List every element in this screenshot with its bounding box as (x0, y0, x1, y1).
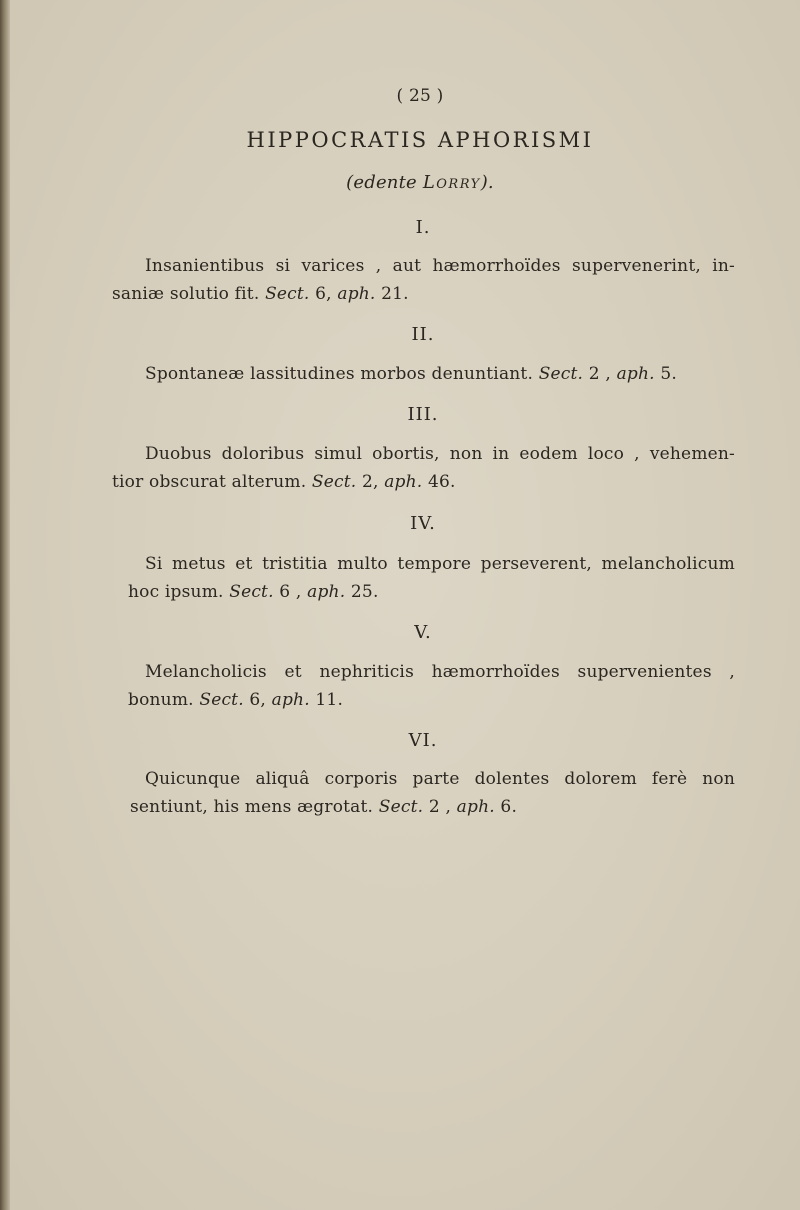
editor-open-paren: ( (346, 172, 354, 193)
aphorism-2-line-1 (145, 364, 677, 384)
aphorism-6-line-1: Quicunque aliquâ corporis parte dolentes dolorem ferè non (145, 769, 735, 789)
aphorism-4-sect-number: 6 , (273, 582, 308, 602)
aphorism-3-numeral: III. (407, 404, 439, 425)
aphorism-4-aph-number: 25. (345, 582, 379, 602)
aphorism-2-numeral: II. (411, 324, 435, 345)
editor-name: Lorry (422, 172, 481, 193)
editor-prefix: edente (353, 172, 417, 193)
aphorism-6-line-2 (130, 797, 517, 817)
page-number: ( 25 ) (396, 86, 444, 106)
aphorism-3-sect-number: 2, (356, 472, 385, 492)
aphorism-3-line-1: Duobus doloribus simul obortis, non in eodem loco , vehemen- (145, 444, 735, 464)
aphorism-2-aph-label: aph. (616, 364, 655, 384)
aphorism-6-sect-label: Sect. (378, 797, 424, 817)
aphorism-2-sect-number: 2 , (583, 364, 617, 384)
page-title: HIPPOCRATIS APHORISMI (246, 128, 594, 152)
editor-credit (0, 172, 800, 193)
aphorism-4-line-1: Si metus et tristitia multo tempore perseverent, melancholicum (145, 554, 735, 574)
aphorism-2-sect-label: Sect. (538, 364, 584, 384)
aphorism-5-aph-number: 11. (309, 690, 344, 710)
aphorism-4-aph-label: aph. (307, 582, 346, 602)
aphorism-1-sect-number: 6, (309, 284, 338, 304)
aphorism-1-line-2 (112, 284, 409, 304)
aphorism-5-sect-label: Sect. (199, 690, 244, 710)
aphorism-4-text: hoc ipsum. (128, 582, 230, 602)
aphorism-6-aph-label: aph. (456, 797, 495, 817)
aphorism-5-line-2 (128, 690, 343, 710)
aphorism-3-aph-label: aph. (384, 472, 423, 492)
aphorism-3-sect-label: Sect. (311, 472, 357, 492)
editor-close-paren: ). (480, 172, 494, 193)
aphorism-1-aph-label: aph. (337, 284, 376, 304)
aphorism-4-line-2 (128, 582, 379, 602)
aphorism-3-text: tior obscurat alterum. (112, 472, 312, 492)
aphorism-5-text: bonum. (128, 690, 200, 710)
aphorism-5-line-1: Melancholicis et nephriticis hæmorrhoïdes supervenientes , (145, 662, 735, 682)
aphorism-1-aph-number: 21. (375, 284, 409, 304)
aphorism-2-aph-number: 5. (654, 364, 677, 384)
aphorism-3-aph-number: 46. (422, 472, 456, 492)
aphorism-6-text: sentiunt, his mens ægrotat. (130, 797, 379, 817)
aphorism-6-aph-number: 6. (494, 797, 518, 817)
aphorism-5-aph-label: aph. (271, 690, 310, 710)
aphorism-5-sect-number: 6, (243, 690, 272, 710)
aphorism-1-numeral: I. (415, 217, 431, 238)
aphorism-1-sect-label: Sect. (265, 284, 310, 304)
aphorism-1-text: saniæ solutio fit. (112, 284, 266, 304)
aphorism-2-text: Spontaneæ lassitudines morbos denuntiant. (145, 364, 539, 384)
aphorism-6-numeral: VI. (408, 730, 438, 751)
aphorism-6-sect-number: 2 , (423, 797, 457, 817)
aphorism-5-numeral: V. (414, 622, 432, 643)
aphorism-1-line-1: Insanientibus si varices , aut hæmorrhoïdes supervenerint, in- (145, 256, 735, 276)
aphorism-3-line-2 (112, 472, 456, 492)
aphorism-4-sect-label: Sect. (229, 582, 274, 602)
aphorism-4-numeral: IV. (410, 513, 436, 534)
